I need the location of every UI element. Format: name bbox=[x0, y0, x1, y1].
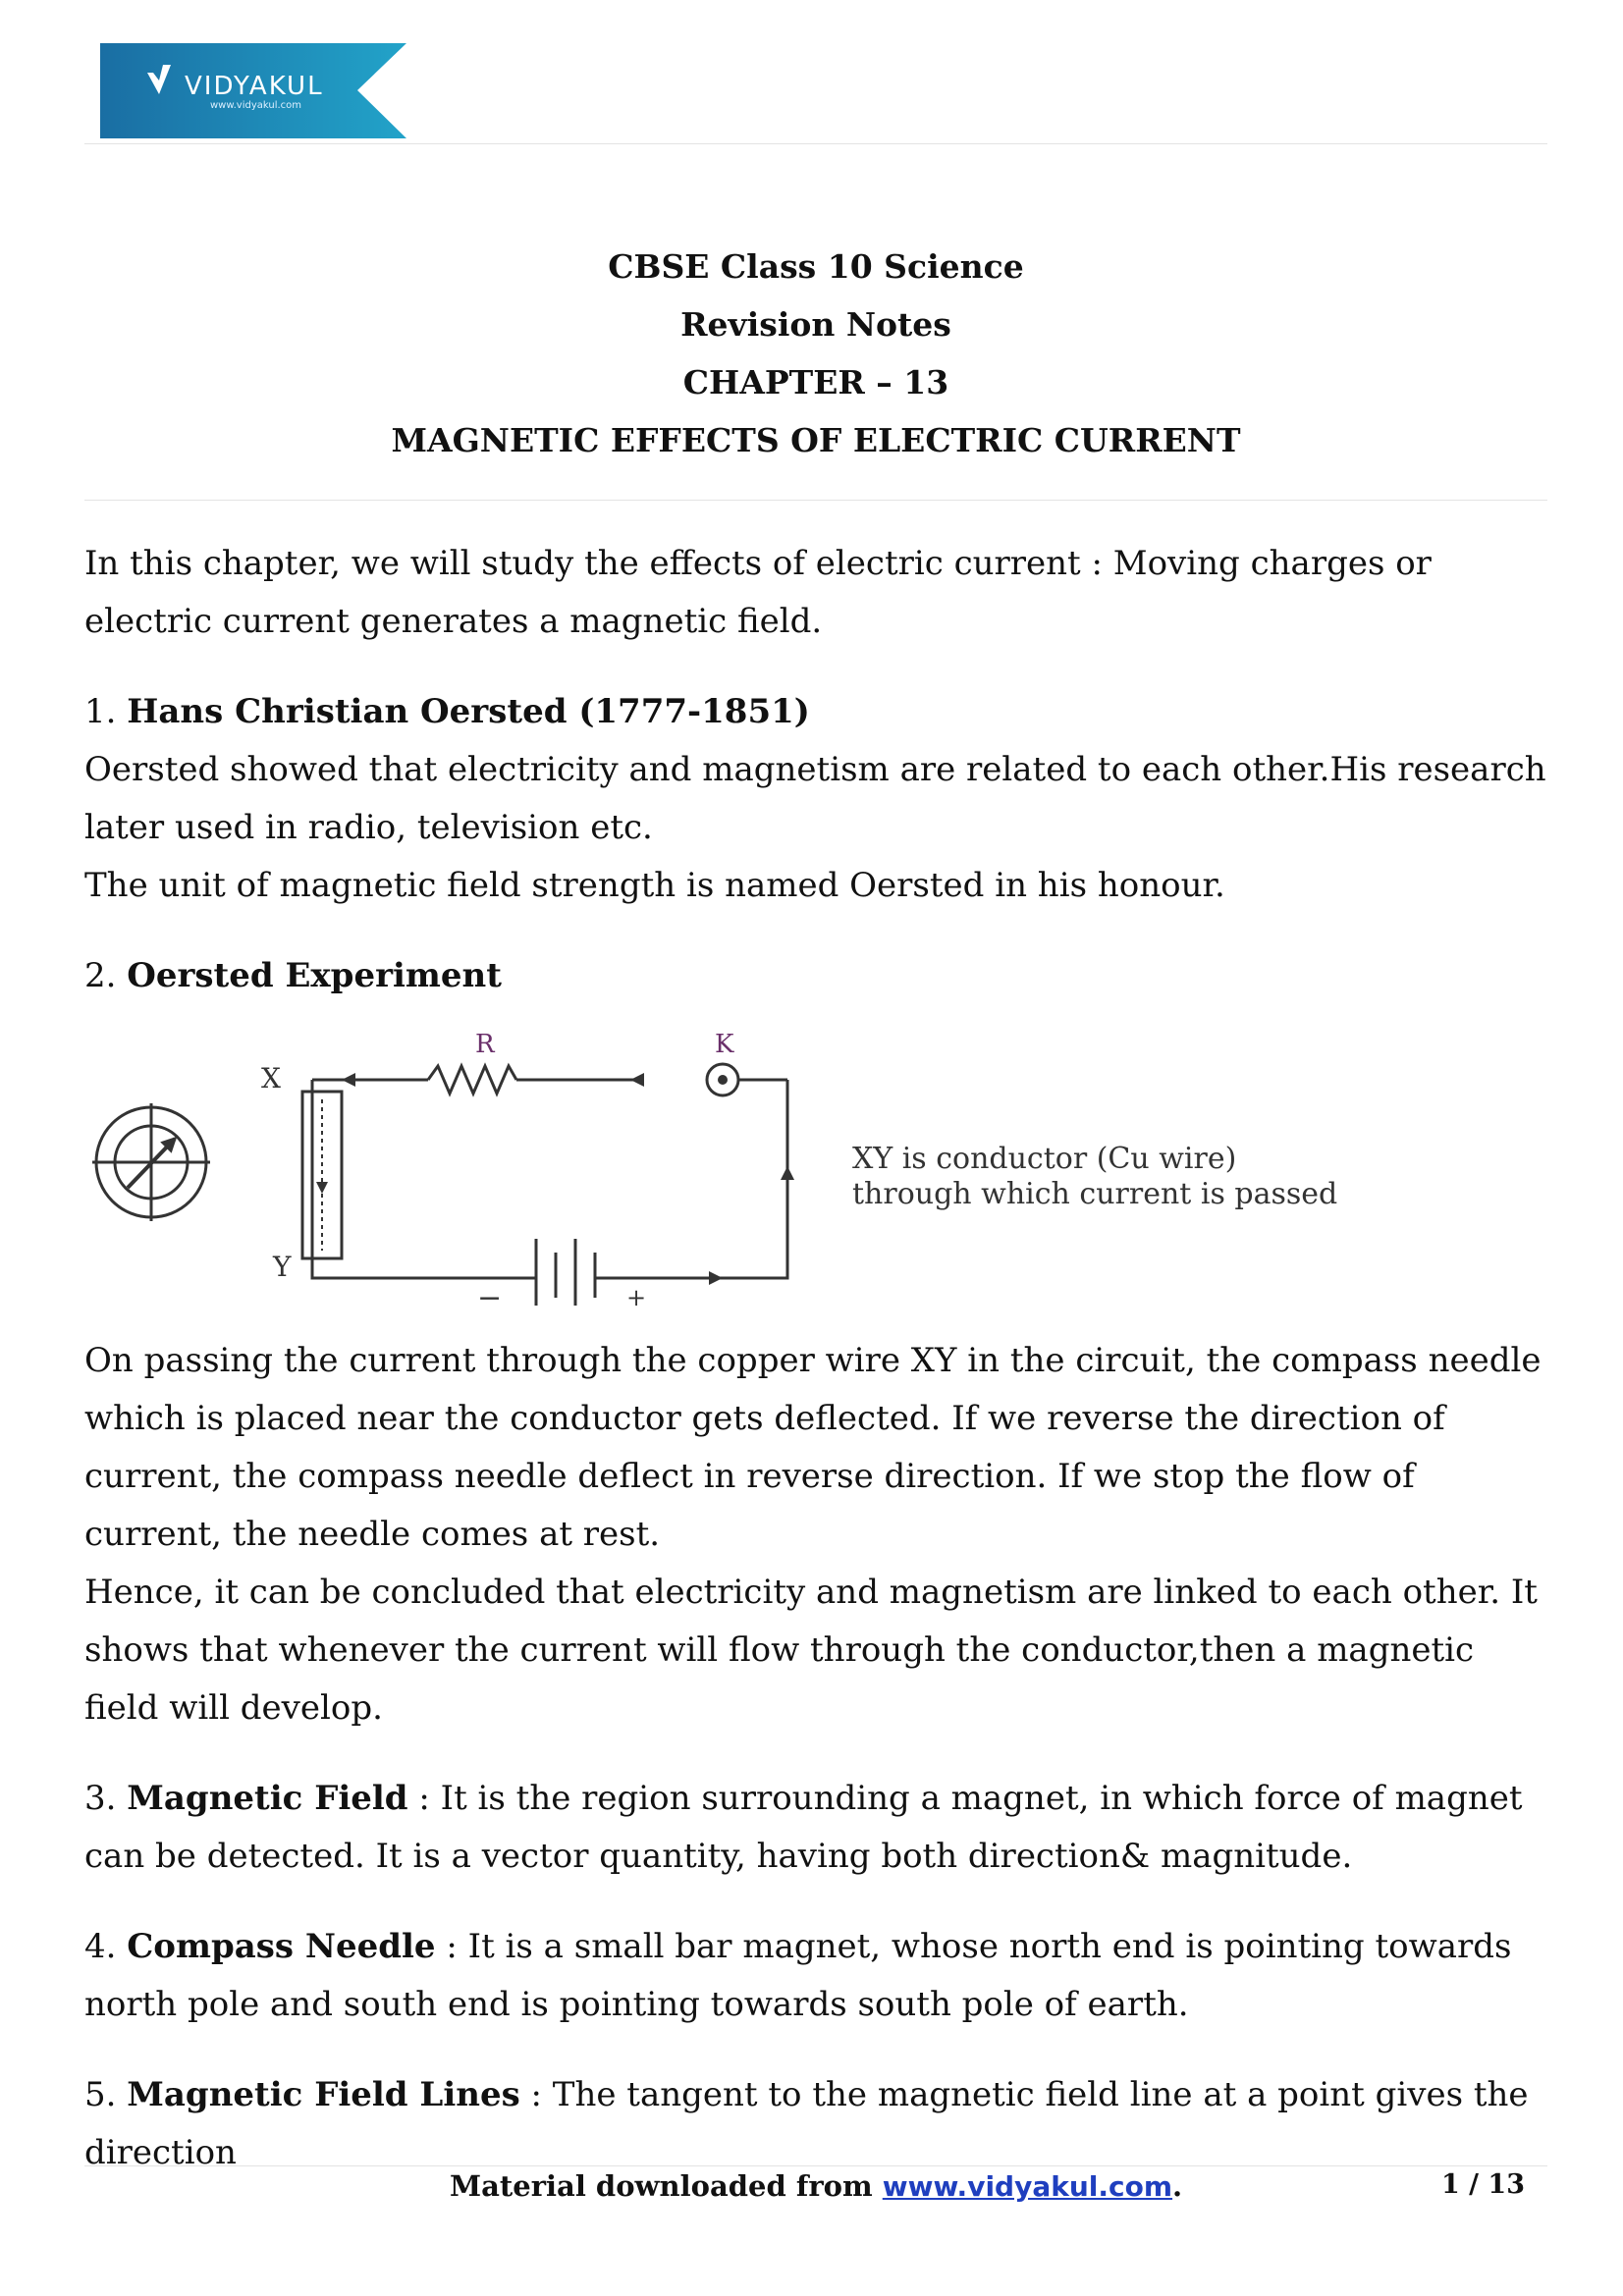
title-block bbox=[84, 238, 1547, 469]
label-plus: + bbox=[626, 1284, 647, 1311]
label-k: K bbox=[715, 1030, 734, 1059]
section-5-number: 5. bbox=[84, 2075, 128, 2114]
arrow-right-up bbox=[781, 1166, 794, 1180]
arrow-top-mid bbox=[630, 1073, 644, 1087]
section-3-title: Magnetic Field bbox=[127, 1779, 408, 1818]
logo-text: VIDYAKUL bbox=[185, 72, 324, 101]
title-line-3: CHAPTER – 13 bbox=[682, 363, 949, 401]
figure-caption-line-1: XY is conductor (Cu wire) bbox=[852, 1142, 1237, 1176]
label-minus: − bbox=[477, 1281, 503, 1315]
arrow-conductor-down bbox=[316, 1182, 328, 1194]
footer-prefix: Material downloaded from bbox=[450, 2169, 883, 2203]
section-1-paragraph-2: The unit of magnetic field strength is named Oersted in his honour. bbox=[84, 866, 1225, 905]
page-number: 1 / 13 bbox=[1440, 2169, 1525, 2200]
footer-link[interactable]: www.vidyakul.com bbox=[882, 2170, 1173, 2203]
section-1-title: Hans Christian Oersted (1777-1851) bbox=[127, 692, 810, 731]
title-line-4: MAGNETIC EFFECTS OF ELECTRIC CURRENT bbox=[391, 421, 1241, 459]
section-2-number: 2. bbox=[84, 956, 128, 995]
section-4-title: Compass Needle bbox=[127, 1927, 436, 1966]
figure-caption-line-2: through which current is passed bbox=[852, 1177, 1338, 1211]
title-line-1: CBSE Class 10 Science bbox=[608, 247, 1024, 286]
footer-divider bbox=[84, 2165, 1547, 2166]
section-3-text: : It is the region surrounding a magnet, in which force of magnet can be detected. It is a vector quantity, having both direction& magnitude. bbox=[84, 1779, 1523, 1876]
section-1-paragraph-1: Oersted showed that electricity and magnetism are related to each other.His research later used in radio, television etc. bbox=[84, 750, 1546, 847]
section-3-paragraph bbox=[84, 1770, 1547, 1886]
arrow-top-left bbox=[342, 1073, 355, 1087]
header-divider bbox=[84, 143, 1547, 144]
section-5-text: : The tangent to the magnetic field line at a point gives the direction bbox=[84, 2075, 1529, 2172]
circuit-diagram bbox=[84, 1021, 1351, 1315]
footer-suffix: . bbox=[1172, 2169, 1183, 2203]
section-2-heading bbox=[84, 947, 1547, 1005]
section-4-number: 4. bbox=[84, 1927, 128, 1966]
section-3-number: 3. bbox=[84, 1779, 128, 1818]
label-r: R bbox=[475, 1030, 495, 1059]
body-section-bottom bbox=[84, 1332, 1547, 2182]
title-divider bbox=[84, 500, 1547, 501]
intro-paragraph: In this chapter, we will study the effects of electric current : Moving charges or electric current generates a magnetic field. bbox=[84, 544, 1432, 641]
section-4-paragraph bbox=[84, 1918, 1547, 2034]
compass-icon bbox=[92, 1103, 210, 1221]
logo-url: www.vidyakul.com bbox=[210, 100, 302, 111]
body-section-top bbox=[84, 535, 1547, 1005]
section-1-heading bbox=[84, 683, 1547, 741]
oersted-circuit-figure bbox=[84, 1021, 1351, 1315]
label-x: X bbox=[261, 1062, 281, 1095]
section-2-paragraph-1: On passing the current through the copper wire XY in the circuit, the compass needle which is placed near the conductor gets deflected. If we reverse the direction of current, the compass needle deflect in reverse direction. If we stop the flow of current, the needle comes at rest. bbox=[84, 1341, 1542, 1554]
logo-graphic bbox=[100, 43, 406, 138]
section-1-number: 1. bbox=[84, 692, 128, 731]
title-line-2: Revision Notes bbox=[680, 305, 951, 344]
section-5-title: Magnetic Field Lines bbox=[127, 2075, 520, 2114]
vidyakul-logo bbox=[100, 43, 406, 138]
footer-text bbox=[450, 2169, 1182, 2203]
section-2-paragraph-2: Hence, it can be concluded that electricity and magnetism are linked to each other. It shows that whenever the current will flow through the conductor,then a magnetic field will develop. bbox=[84, 1573, 1538, 1728]
section-4-text: : It is a small bar magnet, whose north end is pointing towards north pole and south end is pointing towards south pole of earth. bbox=[84, 1927, 1512, 2024]
section-2-title: Oersted Experiment bbox=[127, 956, 502, 995]
label-y: Y bbox=[273, 1251, 292, 1283]
arrow-bottom-right bbox=[709, 1271, 723, 1285]
